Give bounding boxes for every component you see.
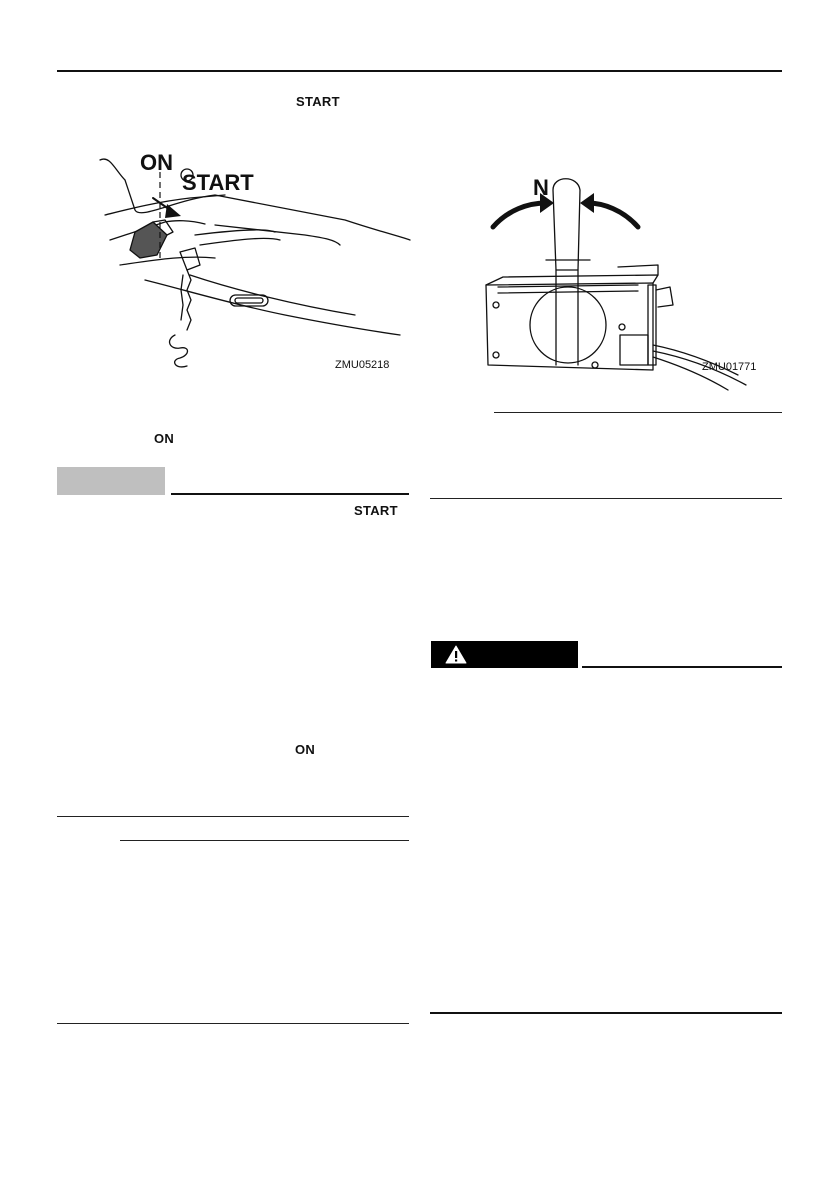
right-rule-2: [430, 498, 782, 499]
figure-label-start: START: [182, 170, 254, 195]
left-rule-3: [57, 1023, 409, 1024]
notice-rule: [171, 493, 409, 495]
warning-rule: [582, 666, 782, 668]
key-switch-drawing: [95, 140, 415, 375]
warning-triangle-icon: [445, 645, 467, 664]
start-inline-label: START: [296, 94, 340, 109]
figure-code-left: ZMU05218: [335, 359, 390, 371]
start-notice-label: START: [354, 503, 398, 518]
remote-control-illustration: [478, 165, 778, 395]
warning-box: [431, 641, 578, 668]
figure-code-right: ZMU01771: [702, 361, 757, 373]
right-rule-1: [494, 412, 782, 413]
on-notice-label: ON: [295, 742, 316, 757]
left-rule-1: [57, 816, 409, 817]
header-rule: [57, 70, 782, 72]
right-rule-3: [430, 1012, 782, 1014]
remote-control-drawing: [478, 165, 778, 395]
notice-box: [57, 467, 165, 495]
figure-label-on: ON: [140, 150, 173, 175]
left-rule-2: [120, 840, 409, 841]
figure-label-n: N: [533, 175, 549, 200]
on-inline-label: ON: [154, 431, 175, 446]
key-switch-illustration: [95, 140, 415, 375]
